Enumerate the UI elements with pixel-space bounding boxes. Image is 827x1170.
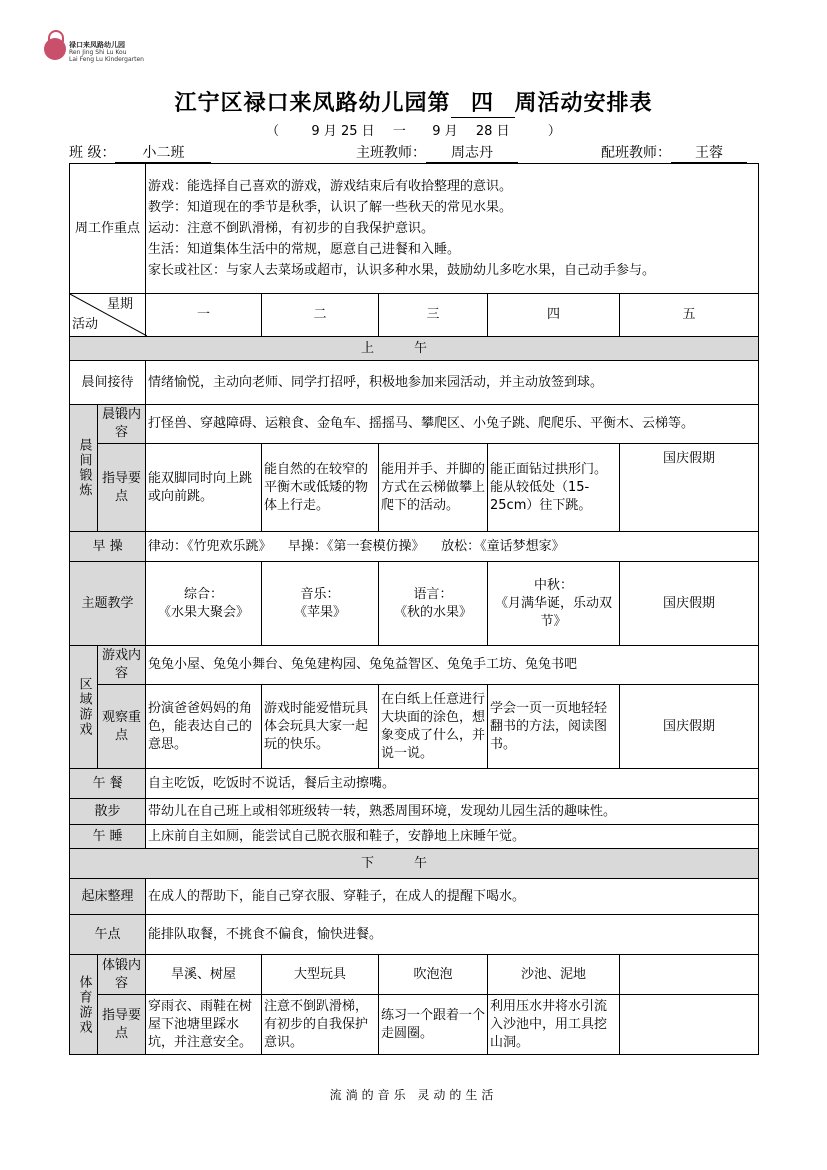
start-month: 9 月 (311, 124, 337, 139)
pe-guide-cell (620, 995, 759, 1055)
afternoon-section-row (70, 849, 759, 879)
theme-cell: 音乐： 《苹果》 (262, 562, 379, 646)
focus-content (146, 164, 759, 294)
pe-guide-cell: 注意不倒趴滑梯，有初步的自我保护意识。 (262, 995, 379, 1055)
area-content-label: 游戏内容 (98, 646, 146, 685)
focus-line: 生活：知道集体生活中的常规，愿意自己进餐和入睡。 (148, 242, 461, 257)
day-header-row (70, 294, 759, 337)
exercise-guide-cell: 能双脚同时向上跳或向前跳。 (146, 444, 262, 532)
area-content-text: 兔兔小屋、兔兔小舞台、兔兔建构园、兔兔益智区、兔兔手工坊、兔兔书吧 (146, 646, 759, 685)
exercise-guide-cell: 能用并手、并脚的方式在云梯做攀上爬下的活动。 (379, 444, 488, 532)
focus-line: 运动：注意不倒趴滑梯，有初步的自我保护意识。 (148, 221, 435, 236)
end-day: 28 日 (475, 124, 510, 139)
header-xingqi: 星期 (107, 297, 134, 312)
end-month: 9 月 (432, 124, 458, 139)
pe-content-row (70, 955, 759, 995)
main-teacher-info: 主班教师： 周志丹 (356, 142, 518, 162)
wakeup-row (70, 879, 759, 915)
walk-text: 带幼儿在自己班上或相邻班级转一转，熟悉周围环境，发现幼儿园生活的趣味性。 (146, 799, 759, 825)
snack-label: 午点 (70, 915, 146, 955)
area-observe-row (70, 685, 759, 769)
morning-exercise-label: 晨间锻炼 (70, 405, 98, 532)
reception-row (70, 361, 759, 405)
start-day: 25 日 (340, 124, 375, 139)
pe-guide-cell: 利用压水井将水引流入沙池中，用工具挖山洞。 (488, 995, 620, 1055)
pe-guide-cell: 穿雨衣、雨鞋在树屋下池塘里踩水坑，并注意安全。 (146, 995, 262, 1055)
theme-label: 主题教学 (70, 562, 146, 646)
lunch-text: 自主吃饭，吃饭时不说话，餐后主动擦嘴。 (146, 769, 759, 799)
afternoon-section-label: 下午 (70, 849, 759, 879)
area-observe-label: 观察重点 (98, 685, 146, 769)
assist-teacher-value: 王蓉 (671, 142, 747, 163)
pe-guide-cell: 练习一个跟着一个走圆圈。 (379, 995, 488, 1055)
focus-line: 家长或社区：与家人去菜场或超市，认识多种水果，鼓励幼儿多吃水果，自己动手参与。 (148, 263, 656, 278)
page-title: 江宁区禄口来凤路幼儿园第 四 周活动安排表 (0, 86, 827, 118)
focus-line: 教学：知道现在的季节是秋季，认识了解一些秋天的常见水果。 (148, 200, 513, 215)
snack-text: 能排队取餐，不挑食不偏食，愉快进餐。 (146, 915, 759, 955)
weekly-plan-table (69, 163, 759, 1055)
pe-content-cell: 吹泡泡 (379, 955, 488, 995)
pe-content-cell: 大型玩具 (262, 955, 379, 995)
class-info: 班 级： 小二班 (69, 142, 211, 162)
exercise-guide-cell: 国庆假期 (620, 444, 759, 532)
theme-cell: 综合： 《水果大聚会》 (146, 562, 262, 646)
day-header: 五 (620, 294, 759, 337)
logo-name: 禄口来凤路幼儿园 (69, 41, 125, 49)
area-observe-cell: 学会一页一页地轻轻翻书的方法，阅读图书。 (488, 685, 620, 769)
day-header: 三 (379, 294, 488, 337)
pe-games-label: 体育游戏 (70, 955, 98, 1055)
pe-content-cell (620, 955, 759, 995)
walk-label: 散步 (70, 799, 146, 825)
area-content-row (70, 646, 759, 685)
exercise-guide-label: 指导要点 (98, 444, 146, 532)
theme-cell: 中秋： 《月满华诞，乐动双节》 (488, 562, 620, 646)
pe-guide-row (70, 995, 759, 1055)
class-value: 小二班 (115, 142, 211, 163)
wakeup-label: 起床整理 (70, 879, 146, 915)
pe-guide-label: 指导要点 (98, 995, 146, 1055)
exercise-content-row (70, 405, 759, 444)
focus-row (70, 164, 759, 294)
morning-section-label: 上午 (70, 337, 759, 361)
pe-content-cell: 沙池、泥地 (488, 955, 620, 995)
exercise-guide-cell: 能正面钻过拱形门。能从较低处（15-25cm）往下跳。 (488, 444, 620, 532)
logo-mark-icon (44, 38, 66, 60)
day-header: 二 (262, 294, 379, 337)
exercise-guide-row (70, 444, 759, 532)
day-header: 一 (146, 294, 262, 337)
day-header: 四 (488, 294, 620, 337)
header-diagonal-cell (70, 294, 146, 337)
area-observe-cell: 国庆假期 (620, 685, 759, 769)
lunch-row (70, 769, 759, 799)
pe-content-label: 体锻内容 (98, 955, 146, 995)
week-number: 四 (451, 86, 515, 118)
morning-exercises-label: 早 操 (70, 532, 146, 562)
area-observe-cell: 扮演爸爸妈妈的角色，能表达自己的意思。 (146, 685, 262, 769)
assist-teacher-info: 配班教师： 王蓉 (601, 142, 747, 162)
exercise-content-text: 打怪兽、穿越障碍、运粮食、金龟车、摇摇马、攀爬区、小兔子跳、爬爬乐、平衡木、云梯等。 (146, 405, 759, 444)
nap-row (70, 825, 759, 849)
area-games-label: 区域游戏 (70, 646, 98, 769)
theme-cell: 国庆假期 (620, 562, 759, 646)
snack-row (70, 915, 759, 955)
pe-content-cell: 旱溪、树屋 (146, 955, 262, 995)
morning-exercises-row (70, 532, 759, 562)
logo-sub1: Ren Jing Shi Lu Kou (69, 49, 127, 56)
nap-label: 午 睡 (70, 825, 146, 849)
area-observe-cell: 游戏时能爱惜玩具体会玩具大家一起玩的快乐。 (262, 685, 379, 769)
nap-text: 上床前自主如厕，能尝试自己脱衣服和鞋子，安静地上床睡午觉。 (146, 825, 759, 849)
lunch-label: 午 餐 (70, 769, 146, 799)
theme-cell: 语言： 《秋的水果》 (379, 562, 488, 646)
header-huodong: 活动 (72, 317, 99, 332)
kindergarten-logo (44, 28, 154, 74)
area-observe-cell: 在白纸上任意进行大块面的涂色，想象变成了什么，并说一说。 (379, 685, 488, 769)
reception-text: 情绪愉悦，主动向老师、同学打招呼，积极地参加来园活动，并主动放签到球。 (146, 361, 759, 405)
focus-line: 游戏：能选择自己喜欢的游戏，游戏结束后有收拾整理的意识。 (148, 179, 513, 194)
logo-sub2: Lai Feng Lu Kindergarten (69, 56, 144, 63)
exercise-content-label: 晨锻内容 (98, 405, 146, 444)
main-teacher-value: 周志丹 (426, 142, 518, 163)
wakeup-text: 在成人的帮助下，能自己穿衣服、穿鞋子，在成人的提醒下喝水。 (146, 879, 759, 915)
morning-exercises-text: 律动：《竹兜欢乐跳》 早操：《第一套模仿操》 放松：《童话梦想家》 (146, 532, 759, 562)
reception-label: 晨间接待 (70, 361, 146, 405)
exercise-guide-cell: 能自然的在较窄的平衡木或低矮的物体上行走。 (262, 444, 379, 532)
footer-slogan: 流淌的音乐 灵动的生活 (329, 1088, 498, 1102)
date-range: （ 9 月 25 日 一 9 月 28 日 ） (0, 120, 827, 139)
morning-section-row (70, 337, 759, 361)
theme-row (70, 562, 759, 646)
walk-row (70, 799, 759, 825)
focus-label: 周工作重点 (70, 164, 146, 294)
